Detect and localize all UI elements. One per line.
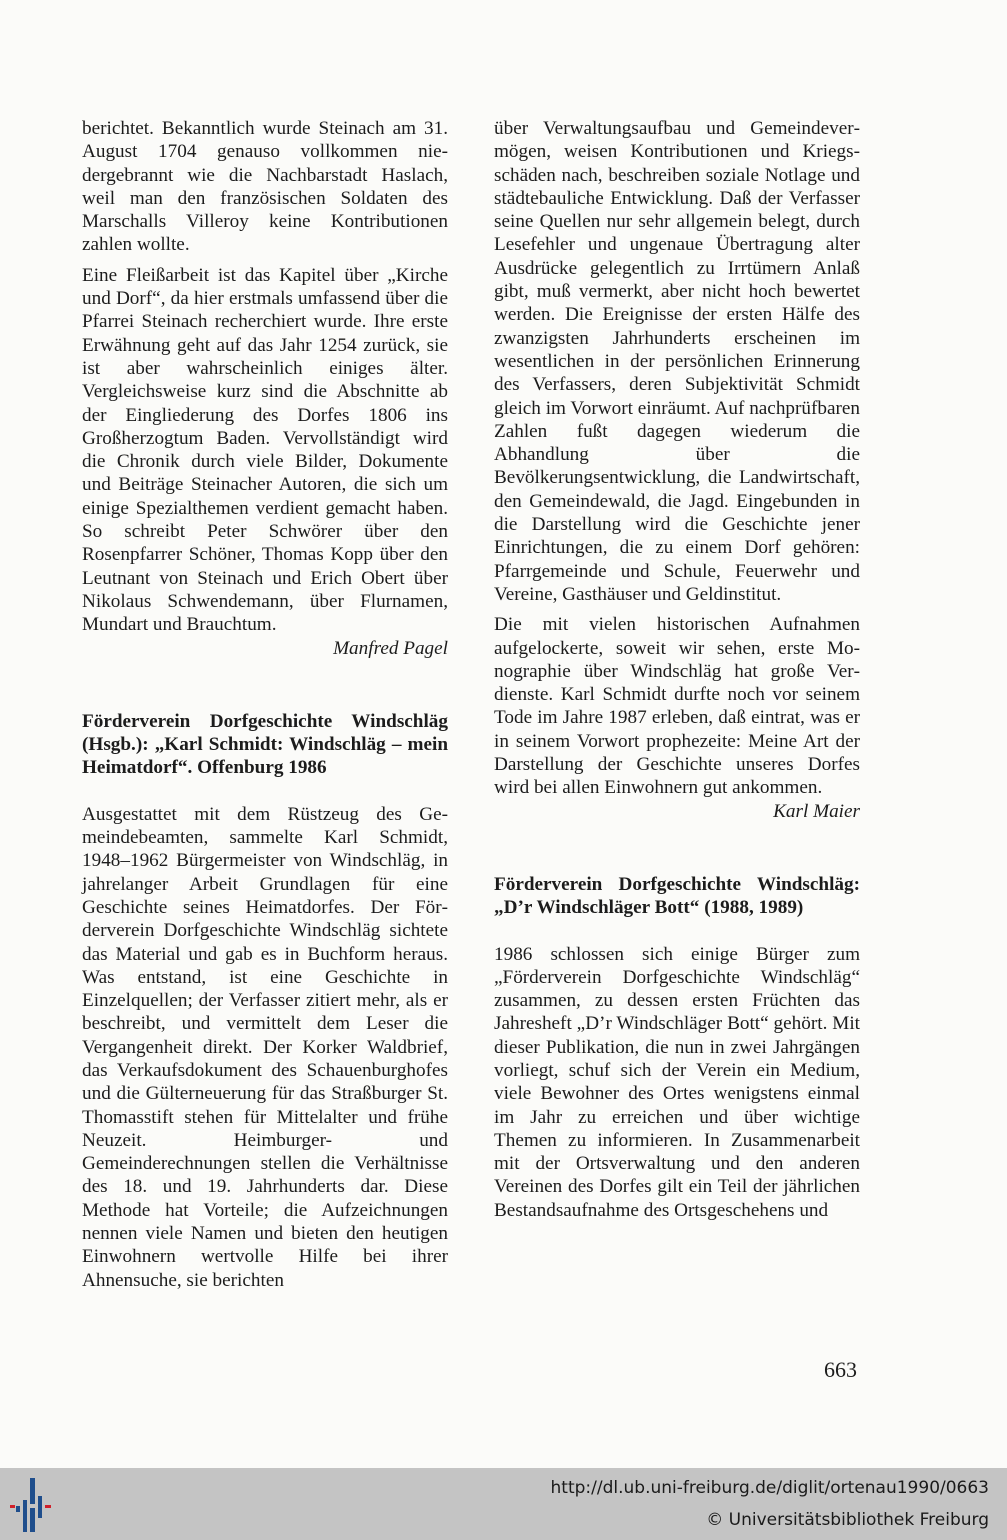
paragraph: Die mit vielen historischen Aufnahmen aufgelockerte, soweit wir sehen, erste Monographie über Windschläg hat große Verdienste. Karl Schmidt durfte noch vor seinem Tode im Jahre 1987 erleben, daß eintrat, was er in seinem Vorwort prophezeite: Meine Art der Darstellung der Geschichte unseres Dorfes wird bei allen Einwohnern gut ankommen.	[494, 614, 860, 799]
ub-freiburg-logo-icon[interactable]	[8, 1472, 64, 1536]
review-heading: Förderverein Dorfgeschichte Windschläg: „D’r Windschläger Bott“ (1988, 1989)	[494, 873, 860, 919]
paragraph: über Verwaltungsaufbau und Gemeindevermögen, weisen Kontributionen und Kriegsschäden nach, beschreiben soziale Notlage und städtebauliche Entwicklung. Daß der Verfasser seine Quellen nur sehr allgemein belegt, durch Lesefehler und ungenaue Übertragung alter Ausdrücke gelegentlich zu Irrtümern Anlaß gibt, muß vermerkt, aber nicht hoch bewertet werden. Die Ereignisse der ersten Hälfe des zwanzigsten Jahrhunderts erscheinen im wesentlichen in der persönlichen Erinnerung des Verfassers, deren Subjektivität Schmidt gleich im Vorwort einräumt. Auf nachprüfbaren Zahlen fußt dagegen wiederum die Abhandlung über die Bevölkerungsentwicklung, die Landwirtschaft, den Gemeindewald, die Jagd. Eingebunden in die Darstellung wird die Geschichte jener Einrichtungen, die zu einem Dorf gehören: Pfarrgemeinde und Schule, Feuerwehr und Vereine, Gasthäuser und Geldinstitut.	[494, 118, 860, 605]
paragraph: Ausgestattet mit dem Rüstzeug des Gemeindebeamten, sammelte Karl Schmidt, 1948–1962 Bürgermeister von Windschläg, in jahrelanger Arbeit Grundlagen für eine Geschichte seines Heimatdorfes. Der Förderverein Dorfgeschichte Windschläg sichtete das Material und gab es in Buchform heraus. Was entstand, ist eine Geschichte in Einzelquellen; der Verfasser zitiert mehr, als er beschreibt, und vermittelt dem Leser die Vergangenheit direkt. Der Korker Waldbrief, das Verkaufsdokument des Schauenburghofes und die Gülterneuerung für das Straßburger St. Thomasstift stehen für Mittelalter und frühe Neuzeit. Heimburger- und Gemeinderechnungen stellen die Verhältnisse des 18. und 19. Jahrhunderts dar. Diese Methode hat Vorteile; die Aufzeichnungen nennen viele Namen und bieten den heutigen Einwohnern wertvolle Hilfe bei ihrer Ahnensuche, sie berichten	[82, 803, 448, 1291]
left-column	[82, 117, 448, 1292]
copyright-notice: © Universitätsbibliothek Freiburg	[706, 1510, 989, 1530]
paragraph: 1986 schlossen sich einige Bürger zum „Förderverein Dorfgeschichte Windschläg“ zusammen, zu dessen ersten Früchten das Jahresheft „D’r Windschläger Bott“ gehört. Mit dieser Publikation, die nun in zwei Jahrgängen vorliegt, schuf sich der Verein ein Medium, viele Bewohner des Ortes wenigstens einmal im Jahr zu erreichen und über wichtige Themen zu informieren. In Zusammenarbeit mit der Ortsverwaltung und den anderen Vereinen des Dorfes gilt ein Teil der jährlichen Bestandsaufnahme des Ortsgeschehens und	[494, 943, 860, 1221]
right-column	[494, 117, 860, 1222]
review-heading: Förderverein Dorfgeschichte Windschläg (Hsgb.): „Karl Schmidt: Windschläg – mein Heimatdorf“. Offenburg 1986	[82, 710, 448, 779]
review-author: Manfred Pagel	[333, 637, 448, 659]
paragraph: Eine Fleißarbeit ist das Kapitel über „Kirche und Dorf“, da hier erstmals umfassend über die Pfarrei Steinach recherchiert wurde. Ihre erste Erwähnung geht auf das Jahr 1254 zurück, sie ist aber wahrscheinlich einiges älter. Vergleichsweise kurz sind die Abschnitte ab der Eingliederung des Dorfes 1806 ins Großherzogtum Baden. Vervollständigt wird die Chronik durch viele Bilder, Dokumente und Beiträge Steinacher Autoren, die sich um einige Spezialthemen verdient gemacht haben. So schreibt Peter Schwörer über den Rosenpfarrer Schöner, Thomas Kopp über den Leutnant von Steinach und Erich Obert über Nikolaus Schwendemann, über Flurnamen, Mundart und Brauchtum.	[82, 264, 448, 636]
permalink[interactable]: http://dl.ub.uni-freiburg.de/diglit/ortenau1990/0663	[550, 1478, 989, 1498]
footer-bar	[0, 1468, 1007, 1540]
paragraph: berichtet. Bekanntlich wurde Steinach am 31. August 1704 genauso vollkommen niedergebrannt wie die Nachbarstadt Haslach, weil man den französischen Soldaten des Marschalls Villeroy keine Kontributionen zahlen wollte.	[82, 118, 448, 256]
page-number: 663	[824, 1357, 857, 1382]
review-author: Karl Maier	[773, 800, 860, 822]
